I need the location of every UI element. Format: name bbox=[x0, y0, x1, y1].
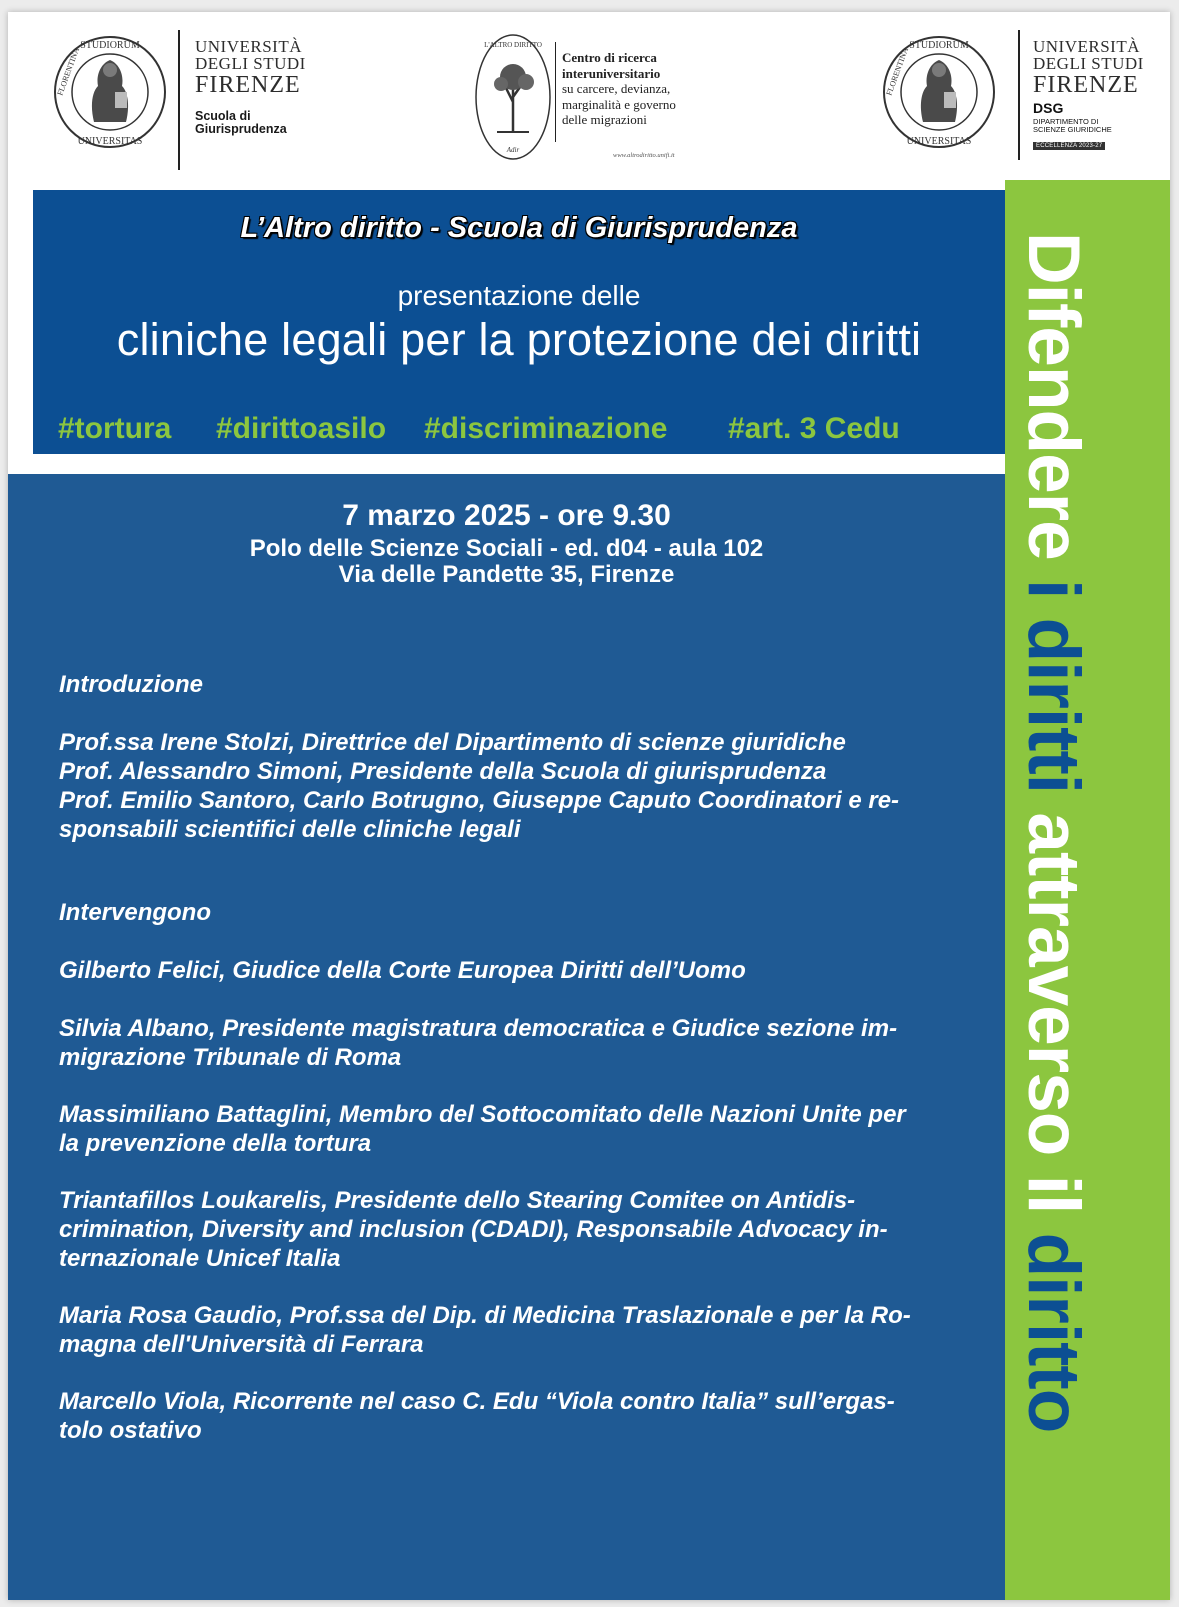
speaker-entry: Gilberto Felici, Giudice della Corte Europea Diritti dell’Uomo bbox=[59, 957, 746, 984]
university-name: UNIVERSITÀ DEGLI STUDI FIRENZE bbox=[1033, 37, 1144, 98]
speaker-entry: Triantafillos Loukarelis, Presidente dello Stearing Comitee on Antidis- crimination, Diversity and inclusion (CDADI), Responsabile Advocacy in- ternazionale Unicef Italia bbox=[59, 1187, 888, 1272]
intro-line: sponsabili scientifici delle cliniche legali bbox=[59, 816, 521, 843]
logo-divider bbox=[1018, 30, 1020, 160]
hashtag: #art. 3 Cedu bbox=[728, 412, 900, 445]
event-date-time: 7 marzo 2025 - ore 9.30 bbox=[342, 499, 671, 532]
altro-diritto-seal-icon bbox=[473, 32, 553, 162]
intro-line: Prof. Emilio Santoro, Carlo Botrugno, Giuseppe Caputo Coordinatori e re- bbox=[59, 787, 900, 814]
eccellenza-badge: ECCELLENZA 2023-27 bbox=[1033, 142, 1105, 150]
organizers-title: L’Altro diritto - Scuola di Giurisprudenza bbox=[240, 212, 798, 244]
hashtag: #tortura bbox=[58, 412, 172, 445]
hashtag: #dirittoasilo bbox=[216, 412, 387, 445]
svg-text:FLORENTINA: FLORENTINA bbox=[55, 46, 82, 97]
department-name: DIPARTIMENTO DI SCIENZE GIURIDICHE bbox=[1033, 117, 1112, 134]
svg-text:UNIVERSITAS: UNIVERSITAS bbox=[77, 136, 143, 147]
hashtag: #discriminazione bbox=[424, 412, 668, 445]
svg-text:STUDIORUM: STUDIORUM bbox=[909, 40, 969, 51]
introduzione-heading: Introduzione bbox=[59, 671, 203, 698]
presentation-subtitle: presentazione delle bbox=[397, 280, 641, 311]
svg-text:STUDIORUM: STUDIORUM bbox=[80, 40, 140, 51]
poster bbox=[8, 12, 1170, 1600]
svg-text:Adir: Adir bbox=[506, 146, 520, 154]
svg-text:L'ALTRO DIRITTO: L'ALTRO DIRITTO bbox=[484, 41, 542, 49]
university-seal-icon bbox=[881, 34, 997, 150]
university-seal-icon bbox=[52, 34, 168, 150]
intro-line: Prof.ssa Irene Stolzi, Direttrice del Dipartimento di scienze giuridiche bbox=[59, 729, 846, 756]
logo-divider bbox=[555, 42, 556, 142]
main-title: cliniche legali per la protezione dei diritti bbox=[116, 314, 922, 365]
intro-list bbox=[59, 728, 984, 844]
speaker-entry: Maria Rosa Gaudio, Prof.ssa del Dip. di Medicina Traslazionale e per la Ro- magna dell'Università di Ferrara bbox=[59, 1302, 911, 1358]
dsg-label: DSG bbox=[1033, 100, 1064, 116]
intro-line: Prof. Alessandro Simoni, Presidente della Scuola di giurisprudenza bbox=[59, 758, 827, 785]
research-center-name: Centro di ricerca interuniversitario su carcere, devianza, marginalità e governo delle migrazioni bbox=[562, 50, 676, 128]
speaker-entry: Massimiliano Battaglini, Membro del Sottocomitato delle Nazioni Unite per la prevenzione della tortura bbox=[59, 1101, 906, 1157]
event-address: Via delle Pandette 35, Firenze bbox=[338, 561, 675, 588]
svg-text:FLORENTINA: FLORENTINA bbox=[884, 46, 911, 97]
logo-divider bbox=[178, 30, 180, 170]
university-name: UNIVERSITÀ DEGLI STUDI FIRENZE bbox=[195, 37, 306, 98]
event-venue: Polo delle Scienze Sociali - ed. d04 - aula 102 bbox=[249, 535, 764, 562]
slogan-text: Difendere i diritti attraverso il diritto bbox=[1013, 232, 1094, 1433]
school-name: Scuola di Giurisprudenza bbox=[195, 109, 287, 137]
speaker-entry: Marcello Viola, Ricorrente nel caso C. Edu “Viola contro Italia” sull’ergas- tolo ostativo bbox=[59, 1388, 895, 1444]
speaker-entry: Silvia Albano, Presidente magistratura democratica e Giudice sezione im- migrazione Tribunale di Roma bbox=[59, 1015, 898, 1071]
research-center-url: www.altrodiritto.unifi.it bbox=[613, 152, 675, 159]
intervengono-heading: Intervengono bbox=[59, 899, 212, 926]
svg-text:UNIVERSITAS: UNIVERSITAS bbox=[906, 136, 972, 147]
